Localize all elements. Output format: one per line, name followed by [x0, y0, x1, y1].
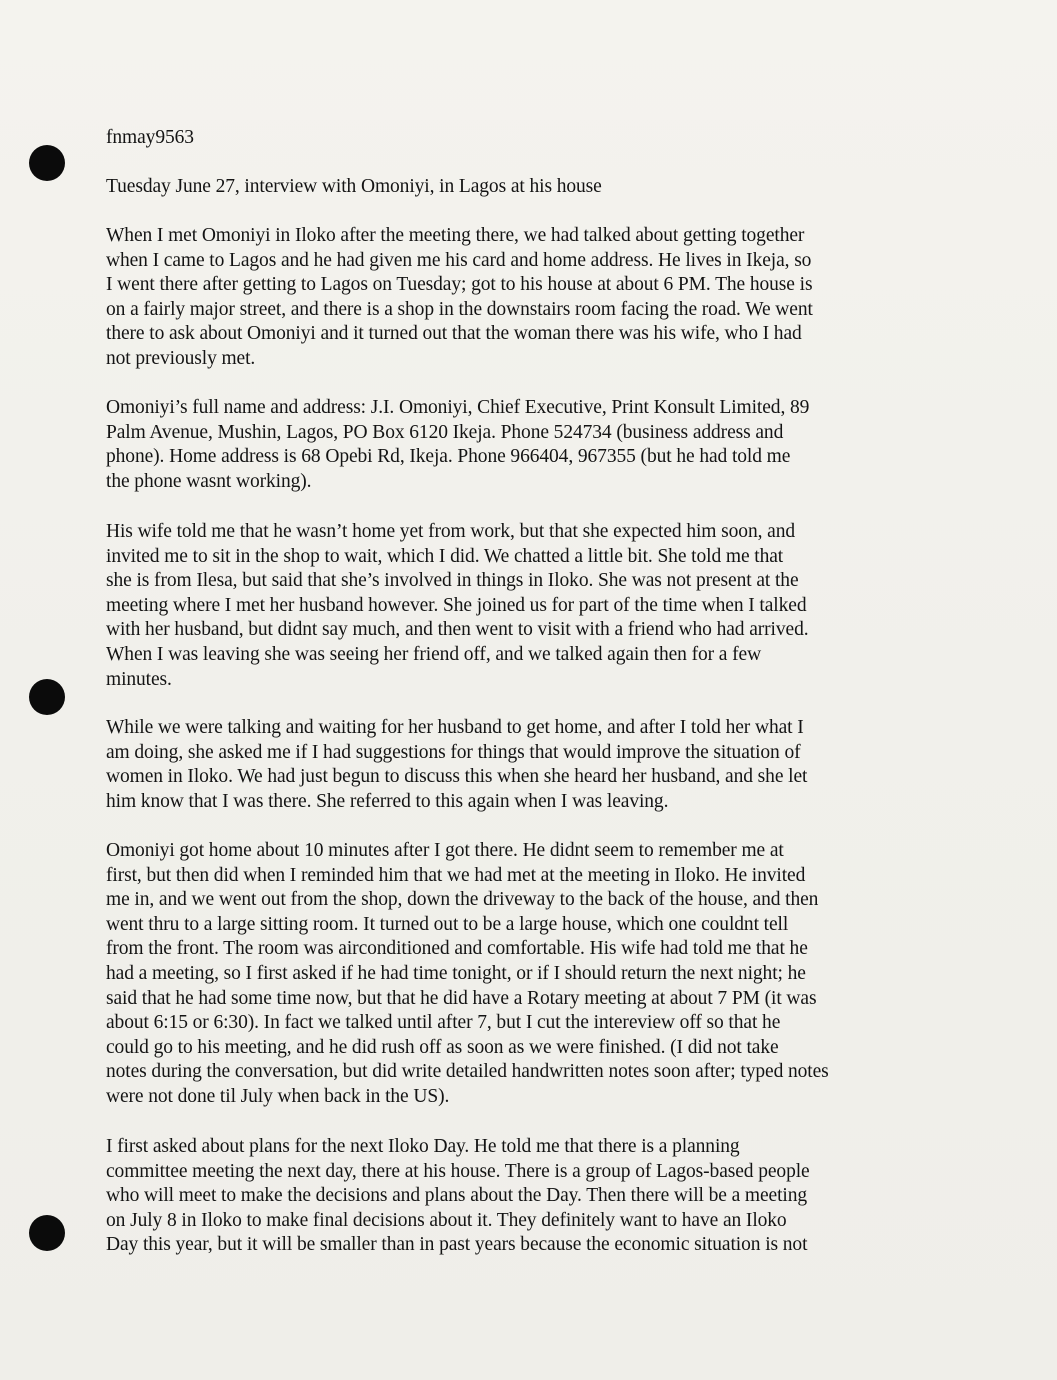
paragraph-line: said that he had some time now, but that he did have a Rotary meeting at about 7 PM (it was	[106, 987, 817, 1009]
paragraph-line: about 6:15 or 6:30). In fact we talked until after 7, but I cut the intereview off so that he	[106, 1012, 781, 1034]
paragraph-line: me in, and we went out from the shop, down the driveway to the back of the house, and then	[106, 889, 819, 911]
paragraph-line: am doing, she asked me if I had suggestions for things that would improve the situation of	[106, 741, 801, 763]
paragraph-line: meeting where I met her husband however. She joined us for part of the time when I talked	[106, 594, 807, 616]
paragraph-meeting-context	[106, 224, 936, 372]
document-id: fnmay9563	[106, 127, 194, 148]
paragraph-line: Omoniyi’s full name and address: J.I. Omoniyi, Chief Executive, Print Konsult Limited, 89	[106, 397, 810, 418]
paragraph-line: on July 8 in Iloko to make final decisions about it. They definitely want to have an Iloko	[106, 1209, 787, 1231]
paragraph-line: women in Iloko. We had just begun to discuss this when she heard her husband, and she let	[106, 766, 808, 788]
paragraph-line: there to ask about Omoniyi and it turned out that the woman there was his wife, who I had	[106, 323, 802, 345]
paragraph-line: Omoniyi got home about 10 minutes after I got there. He didnt seem to remember me at	[106, 840, 784, 861]
paragraph-line: went thru to a large sitting room. It turned out to be a large house, which one couldnt tell	[106, 913, 789, 935]
paragraph-line: When I met Omoniyi in Iloko after the meeting there, we had talked about getting together	[106, 225, 805, 246]
paragraph-line: him know that I was there. She referred to this again when I was leaving.	[106, 790, 669, 812]
paragraph-line: committee meeting the next day, there at his house. There is a group of Lagos-based people	[106, 1160, 810, 1182]
paragraph-line: with her husband, but didnt say much, and then went to visit with a friend who had arrived.	[106, 619, 809, 641]
punch-hole-top	[29, 145, 65, 181]
paragraph-line: on a fairly major street, and there is a shop in the downstairs room facing the road. We went	[106, 298, 813, 320]
paragraph-line: had a meeting, so I first asked if he had time tonight, or if I should return the next night; he	[106, 962, 806, 984]
paragraph-iloko-day	[106, 1135, 936, 1258]
paragraph-suggestions	[106, 716, 936, 814]
paragraph-wife	[106, 520, 936, 692]
paragraph-line: When I was leaving she was seeing her friend off, and we talked again then for a few	[106, 643, 762, 665]
paragraph-line: first, but then did when I reminded him that we had met at the meeting in Iloko. He invited	[106, 864, 806, 886]
paragraph-line: from the front. The room was airconditioned and comfortable. His wife had told me that he	[106, 938, 808, 960]
paragraph-line: minutes.	[106, 668, 172, 690]
paragraph-line: who will meet to make the decisions and plans about the Day. Then there will be a meeting	[106, 1185, 808, 1207]
paragraph-line: the phone wasnt working).	[106, 470, 312, 492]
punch-hole-middle	[29, 679, 65, 715]
paragraph-line: Day this year, but it will be smaller than in past years because the economic situation is not	[106, 1234, 808, 1256]
paragraph-line: she is from Ilesa, but said that she’s involved in things in Iloko. She was not present at the	[106, 570, 799, 592]
paragraph-arrival	[106, 839, 936, 1110]
paragraph-line: While we were talking and waiting for her husband to get home, and after I told her what I	[106, 717, 804, 738]
paragraph-line: could go to his meeting, and he did rush off as soon as we were finished. (I did not take	[106, 1036, 779, 1058]
paragraph-line: I went there after getting to Lagos on Tuesday; got to his house at about 6 PM. The house is	[106, 274, 813, 296]
paragraph-line: notes during the conversation, but did write detailed handwritten notes soon after; typed notes	[106, 1061, 829, 1083]
paragraph-contact-details	[106, 396, 936, 494]
paragraph-line: I first asked about plans for the next Iloko Day. He told me that there is a planning	[106, 1136, 740, 1157]
paragraph-line: His wife told me that he wasn’t home yet from work, but that she expected him soon, and	[106, 521, 795, 542]
paragraph-line: not previously met.	[106, 347, 256, 369]
paragraph-line: phone). Home address is 68 Opebi Rd, Ikeja. Phone 966404, 967355 (but he had told me	[106, 446, 791, 468]
paragraph-line: were not done til July when back in the US).	[106, 1085, 450, 1107]
punch-hole-bottom	[29, 1215, 65, 1251]
paragraph-line: invited me to sit in the shop to wait, which I did. We chatted a little bit. She told me that	[106, 545, 784, 567]
paragraph-line: Palm Avenue, Mushin, Lagos, PO Box 6120 Ikeja. Phone 524734 (business address and	[106, 421, 784, 443]
paragraph-line: when I came to Lagos and he had given me his card and home address. He lives in Ikeja, so	[106, 249, 812, 271]
document-heading: Tuesday June 27, interview with Omoniyi, in Lagos at his house	[106, 176, 602, 197]
